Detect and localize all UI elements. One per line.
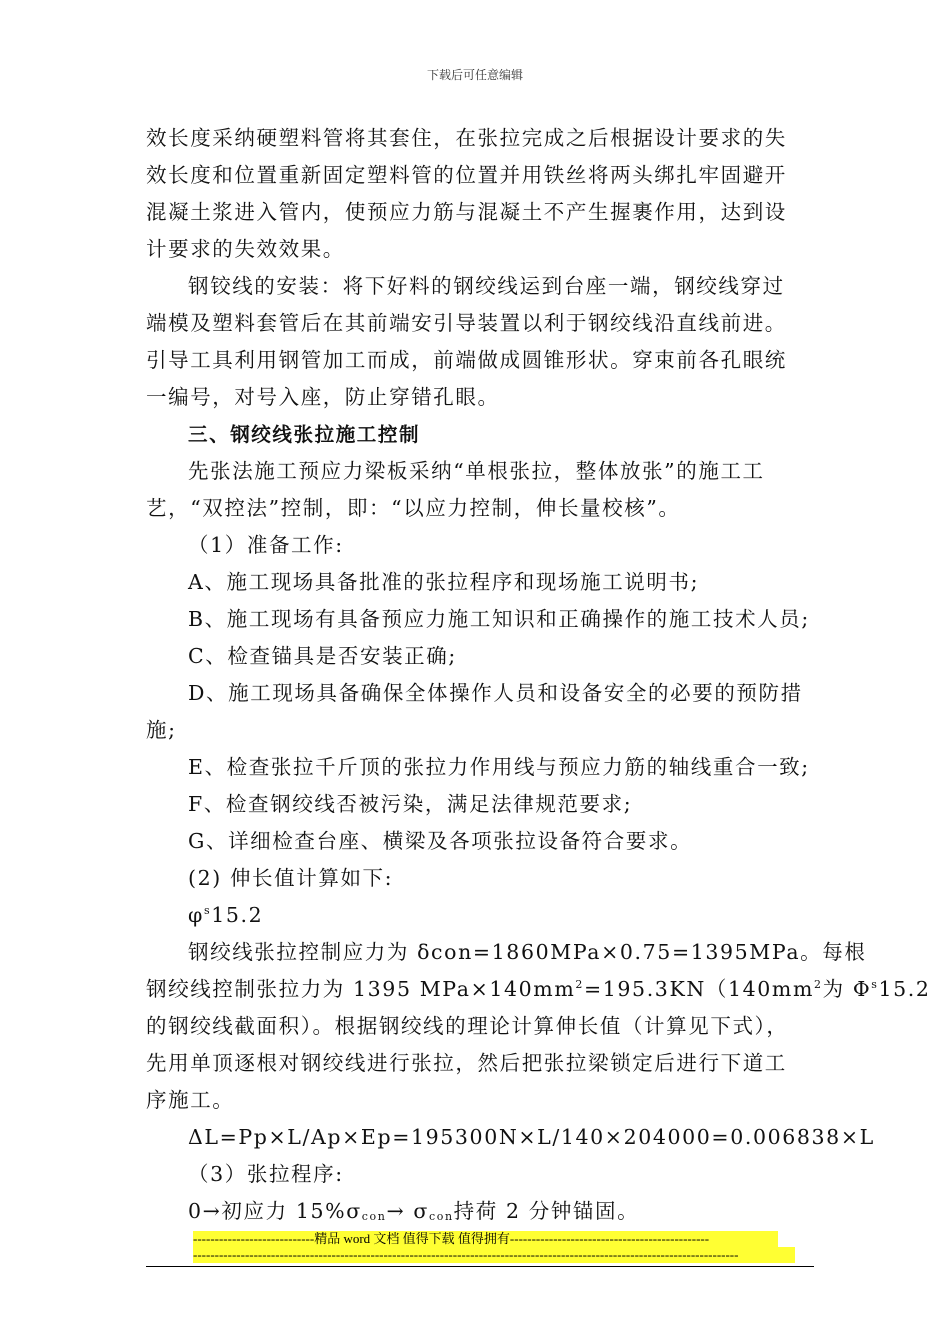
superscript: 2 — [575, 978, 584, 991]
list-item: F、检查钢绞线否被污染，满足法律规范要求; — [188, 792, 633, 816]
list-item: E、检查张拉千斤顶的张拉力作用线与预应力筋的轴线重合一致; — [188, 755, 810, 779]
list-item: A、施工现场具备批准的张拉程序和现场施工说明书; — [188, 570, 700, 594]
calc-text: 15.2 — [878, 977, 931, 1001]
text-line: 艺，“双控法”控制，即：“以应力控制，伸长量校核”。 — [146, 496, 681, 520]
calc-text: =195.3KN（140mm — [583, 977, 815, 1001]
text-line: 序施工。 — [146, 1088, 235, 1112]
program-line — [146, 1193, 814, 1230]
text-line: 先张法施工预应力梁板采纳“单根张拉，整体放张”的施工工 — [188, 459, 765, 483]
page-header: 下载后可任意编辑 — [426, 68, 523, 82]
text-line: 混凝土浆进入管内，使预应力筋与混凝土不产生握裹作用，达到设 — [146, 200, 787, 224]
text-line: 效长度采纳硬塑料管将其套住，在张拉完成之后根据设计要求的失 — [146, 126, 787, 150]
list-item: D、施工现场具备确保全体操作人员和设备安全的必要的预防措 — [188, 681, 803, 705]
list-item: C、检查锚具是否安装正确; — [188, 644, 457, 668]
calc-text: 为 Φ — [822, 977, 872, 1001]
phi-value: 15.2 — [211, 903, 264, 927]
superscript: 2 — [814, 978, 823, 991]
subsection-heading: （3）张拉程序: — [188, 1162, 344, 1186]
subscript: con — [428, 1210, 454, 1223]
list-item: B、施工现场有具备预应力施工知识和正确操作的施工技术人员; — [188, 607, 810, 631]
text-line: 钢铰线的安装：将下好料的钢绞线运到台座一端，钢绞线穿过 — [188, 274, 785, 298]
text-line: 施; — [146, 718, 177, 742]
text-line: 效长度和位置重新固定塑料管的位置并用铁丝将两头绑扎牢固避开 — [146, 163, 787, 187]
program-text: 0→初应力 15%σ — [188, 1199, 362, 1223]
subsection-heading: (2) 伸长值计算如下: — [188, 866, 394, 890]
subsection-heading: （1）准备工作: — [188, 533, 344, 557]
phi-symbol: φ — [188, 903, 204, 927]
formula-line: ΔL=Pp×L/Ap×Ep=195300N×L/140×204000=0.006838×L — [188, 1125, 875, 1149]
text-line: 先用单顶逐根对钢绞线进行张拉，然后把张拉梁锁定后进行下道工 — [146, 1051, 787, 1075]
text-line: 计要求的失效效果。 — [146, 237, 345, 261]
footer-line-2: ------------------------------------------------------------------------------------------------------------------------------ — [193, 1247, 795, 1263]
calc-text: 钢绞线控制张拉力为 1395 MPa×140mm — [146, 977, 576, 1001]
list-item: G、详细检查台座、横梁及各项张拉设备符合要求。 — [188, 829, 693, 853]
footer-line-1: ----------------------------精品 word 文档 值得下载 值得拥有---------------------------------------------- — [193, 1231, 778, 1247]
text-line: 一编号，对号入座，防止穿错孔眼。 — [146, 385, 500, 409]
superscript: s — [871, 978, 879, 991]
section-heading: 三、钢绞线张拉施工控制 — [188, 423, 421, 446]
text-line: 端模及塑料套管后在其前端安引导装置以利于钢绞线沿直线前进。 — [146, 311, 787, 335]
program-text: 持荷 2 分钟锚固。 — [453, 1199, 640, 1223]
phi-line — [146, 897, 814, 934]
footer-banner — [193, 1231, 795, 1263]
footer-rule — [146, 1266, 814, 1267]
phi-superscript: s — [203, 904, 212, 917]
subscript: con — [361, 1210, 387, 1223]
calc-line: 钢绞线张拉控制应力为 δcon=1860MPa×0.75=1395MPa。每根 — [188, 940, 867, 964]
text-line: 引导工具利用钢管加工而成，前端做成圆锥形状。穿束前各孔眼统 — [146, 348, 787, 372]
text-line: 的钢绞线截面积）。根据钢绞线的理论计算伸长值（计算见下式）， — [146, 1014, 789, 1038]
program-text: → σ — [386, 1199, 429, 1223]
